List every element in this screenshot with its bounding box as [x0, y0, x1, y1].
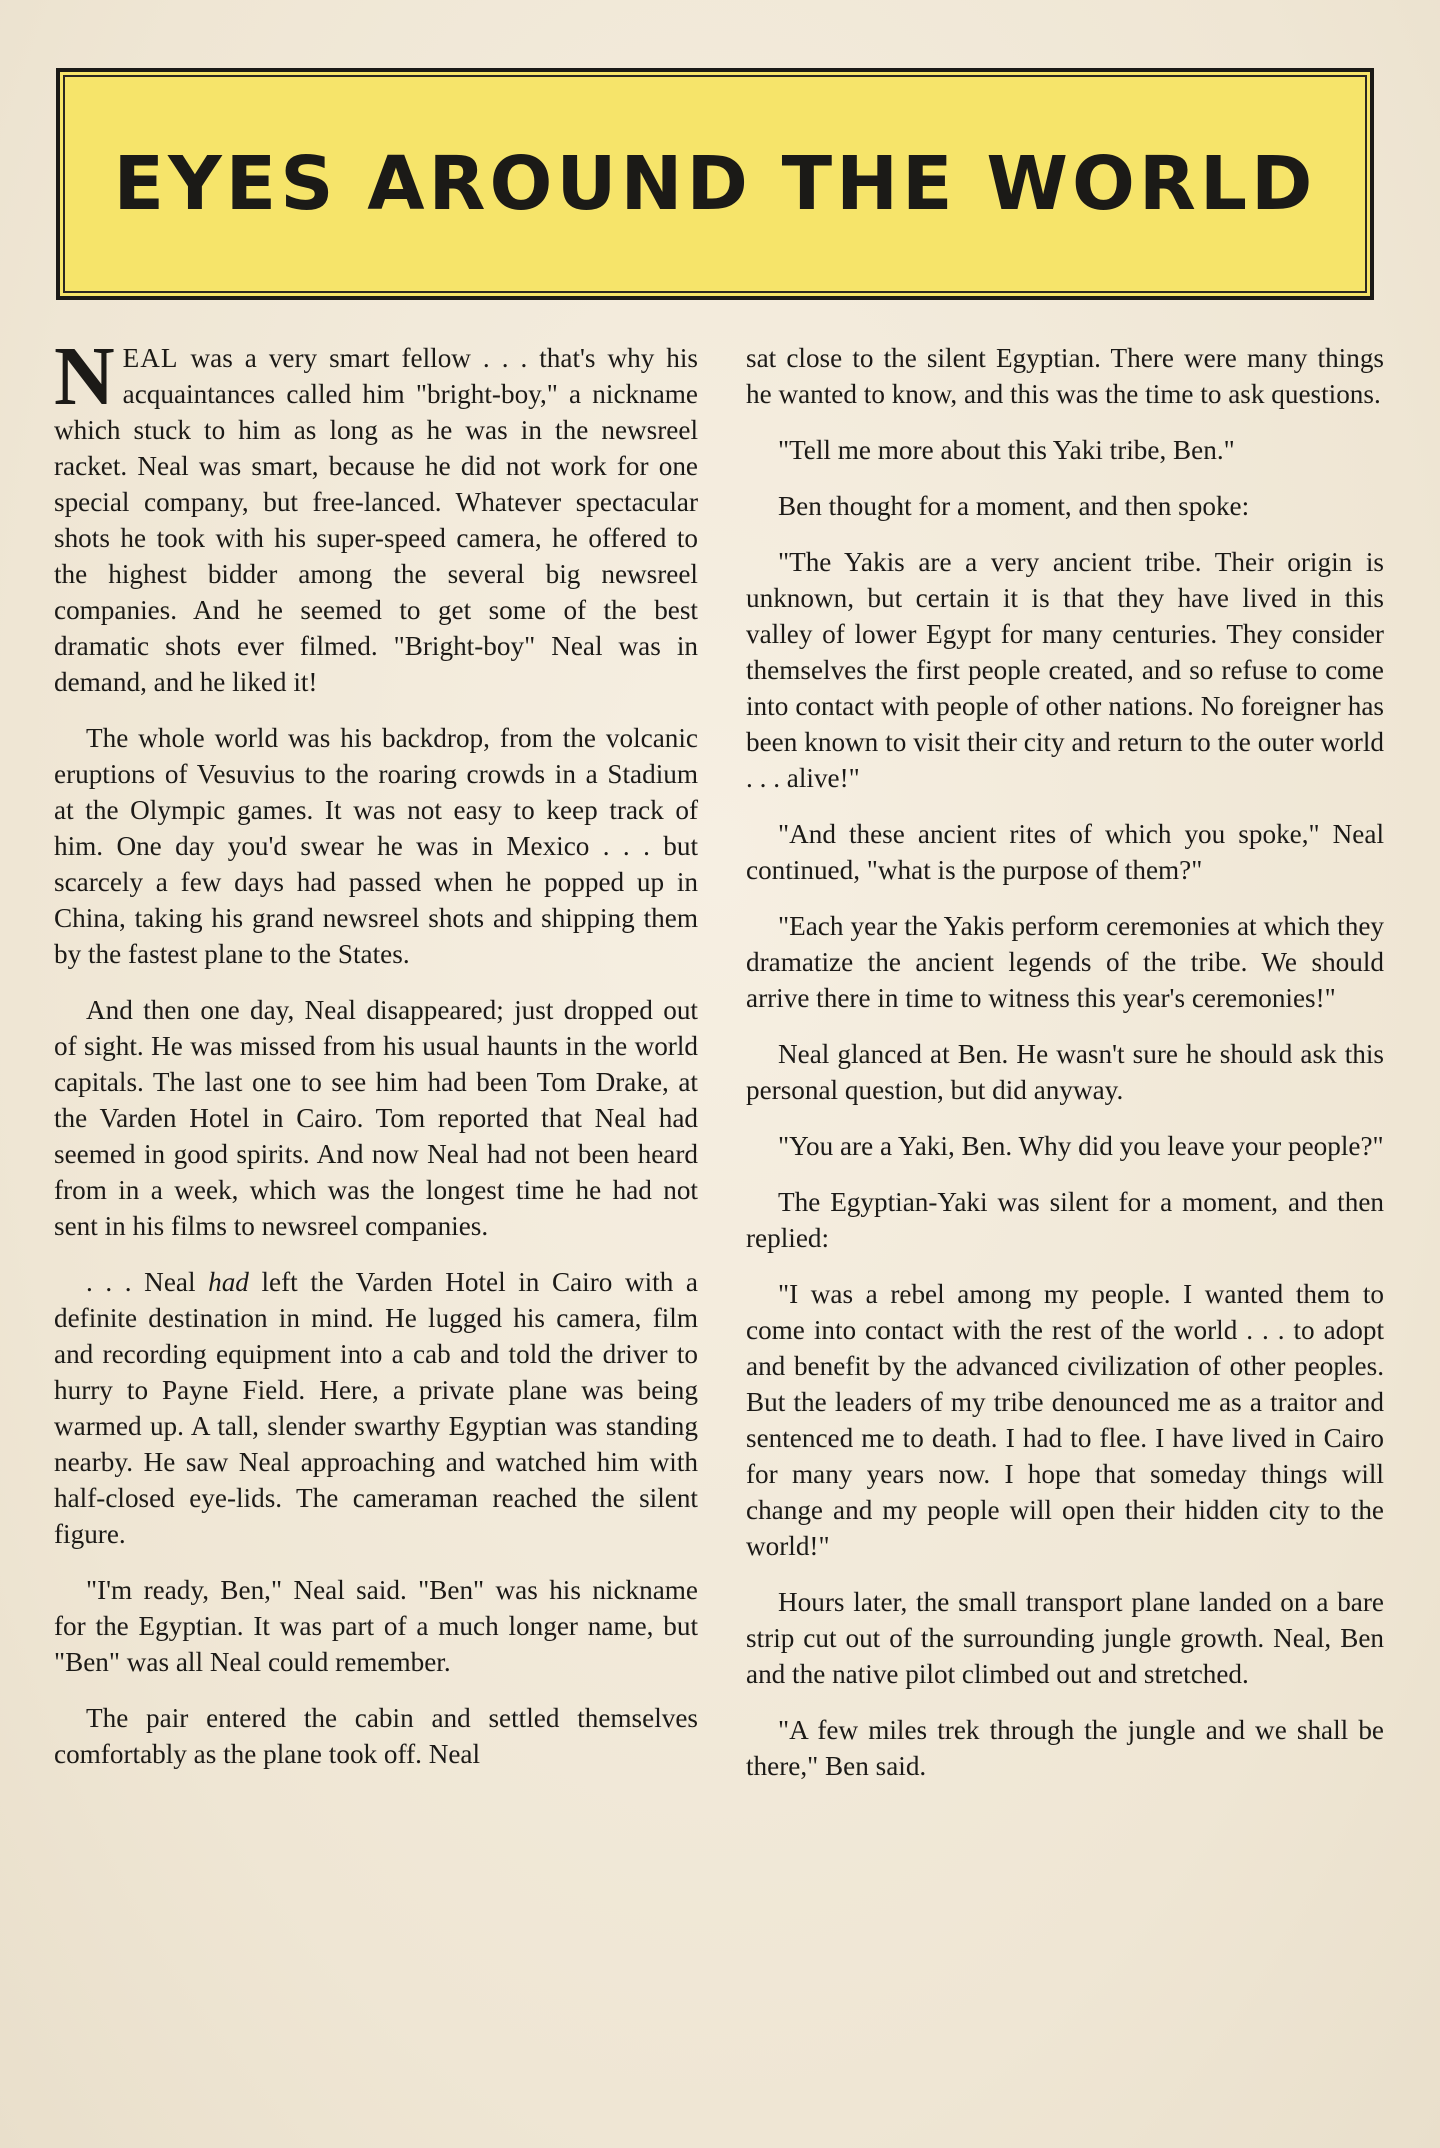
paragraph: "I was a rebel among my people. I wanted them to come into contact with the rest of the world . . . to adopt and benefit by the advanced civilization of other peoples. But the leaders of my tribe denounced me as a traitor and sentenced me to death. I had to flee. I have lived in Cairo for many years now. I hope that someday things will change and my people will open their hidden city to the world!" [746, 1279, 1384, 1561]
paragraph: The Egyptian-Yaki was silent for a moment, and then replied: [746, 1187, 1384, 1253]
paragraph: And then one day, Neal disappeared; just dropped out of sight. He was missed from his usual haunts in the world capitals. The last one to see him had been Tom Drake, at the Varden Hotel in Cairo. Tom reported that Neal had seemed in good spirits. And now Neal had not been heard from in a week, which was the longest time he had not sent in his films to newsreel companies. [54, 995, 698, 1241]
drop-cap: N [54, 330, 115, 423]
paragraph: Neal glanced at Ben. He wasn't sure he should ask this personal question, but did anyway. [746, 1039, 1384, 1105]
paragraph-text: . . . Neal [86, 1267, 209, 1297]
paragraph: "Tell me more about this Yaki tribe, Ben." [778, 435, 1235, 465]
emphasis: had [208, 1267, 249, 1297]
paragraph: "A few miles trek through the jungle and we shall be there," Ben said. [746, 1715, 1384, 1781]
paragraph: The pair entered the cabin and settled themselves comfortably as the plane took off. Neal [54, 1703, 698, 1769]
paragraph: The whole world was his backdrop, from the volcanic eruptions of Vesuvius to the roaring crowds in a Stadium at the Olympic games. It was not easy to keep track of him. One day you'd swear he was in Mexico . . . but scarcely a few days had passed when he popped up in China, taking his grand newsreel shots and shipping them by the fastest plane to the States. [54, 723, 698, 969]
paragraph: "And these ancient rites of which you spoke," Neal continued, "what is the purpose of them?" [746, 819, 1384, 885]
paragraph: "I'm ready, Ben," Neal said. "Ben" was his nickname for the Egyptian. It was part of a much longer name, but "Ben" was all Neal could remember. [54, 1575, 698, 1677]
lead-word: EAL [122, 343, 179, 373]
paragraph: "Each year the Yakis perform ceremonies at which they dramatize the ancient legends of the tribe. We should arrive there in time to witness this year's ceremonies!" [746, 911, 1384, 1013]
paragraph [54, 330, 698, 700]
paragraph-text: was a very smart fellow . . . that's why his acquaintances called him "bright-boy," a nickname which stuck to him as long as he was in the newsreel racket. Neal was smart, because he did not work for one special company, but free-lanced. Whatever spectacular shots he took with his super-speed camera, he offered to the highest bidder among the several big newsreel companies. And he seemed to get some of the best dramatic shots ever filmed. "Bright-boy" Neal was in demand, and he liked it! [54, 343, 698, 697]
paragraph: "You are a Yaki, Ben. Why did you leave your people?" [778, 1131, 1384, 1161]
paragraph: "The Yakis are a very ancient tribe. Their origin is unknown, but certain it is that they have lived in this valley of lower Egypt for many centuries. They consider themselves the first people created, and so refuse to come into contact with people of other nations. No foreigner has been known to visit their city and return to the outer world . . . alive!" [746, 547, 1384, 793]
paragraph [54, 1264, 698, 1552]
title-banner [56, 68, 1374, 300]
paragraph: Ben thought for a moment, and then spoke: [778, 491, 1250, 521]
left-column [54, 330, 700, 2130]
paragraph: sat close to the silent Egyptian. There were many things he wanted to know, and this was the time to ask questions. [746, 343, 1384, 409]
right-column [738, 340, 1384, 2130]
paragraph-text: left the Varden Hotel in Cairo with a definite destination in mind. He lugged his camera, film and recording equipment into a cab and told the driver to hurry to Payne Field. Here, a private plane was being warmed up. A tall, slender swarthy Egyptian was standing nearby. He saw Neal approaching and watched him with half-closed eye-lids. The cameraman reached the silent figure. [54, 1267, 698, 1549]
paragraph: Hours later, the small transport plane landed on a bare strip cut out of the surrounding jungle growth. Neal, Ben and the native pilot climbed out and stretched. [746, 1587, 1384, 1689]
story-columns [54, 330, 1384, 2130]
story-title: EYES AROUND THE WORLD [113, 141, 1317, 227]
